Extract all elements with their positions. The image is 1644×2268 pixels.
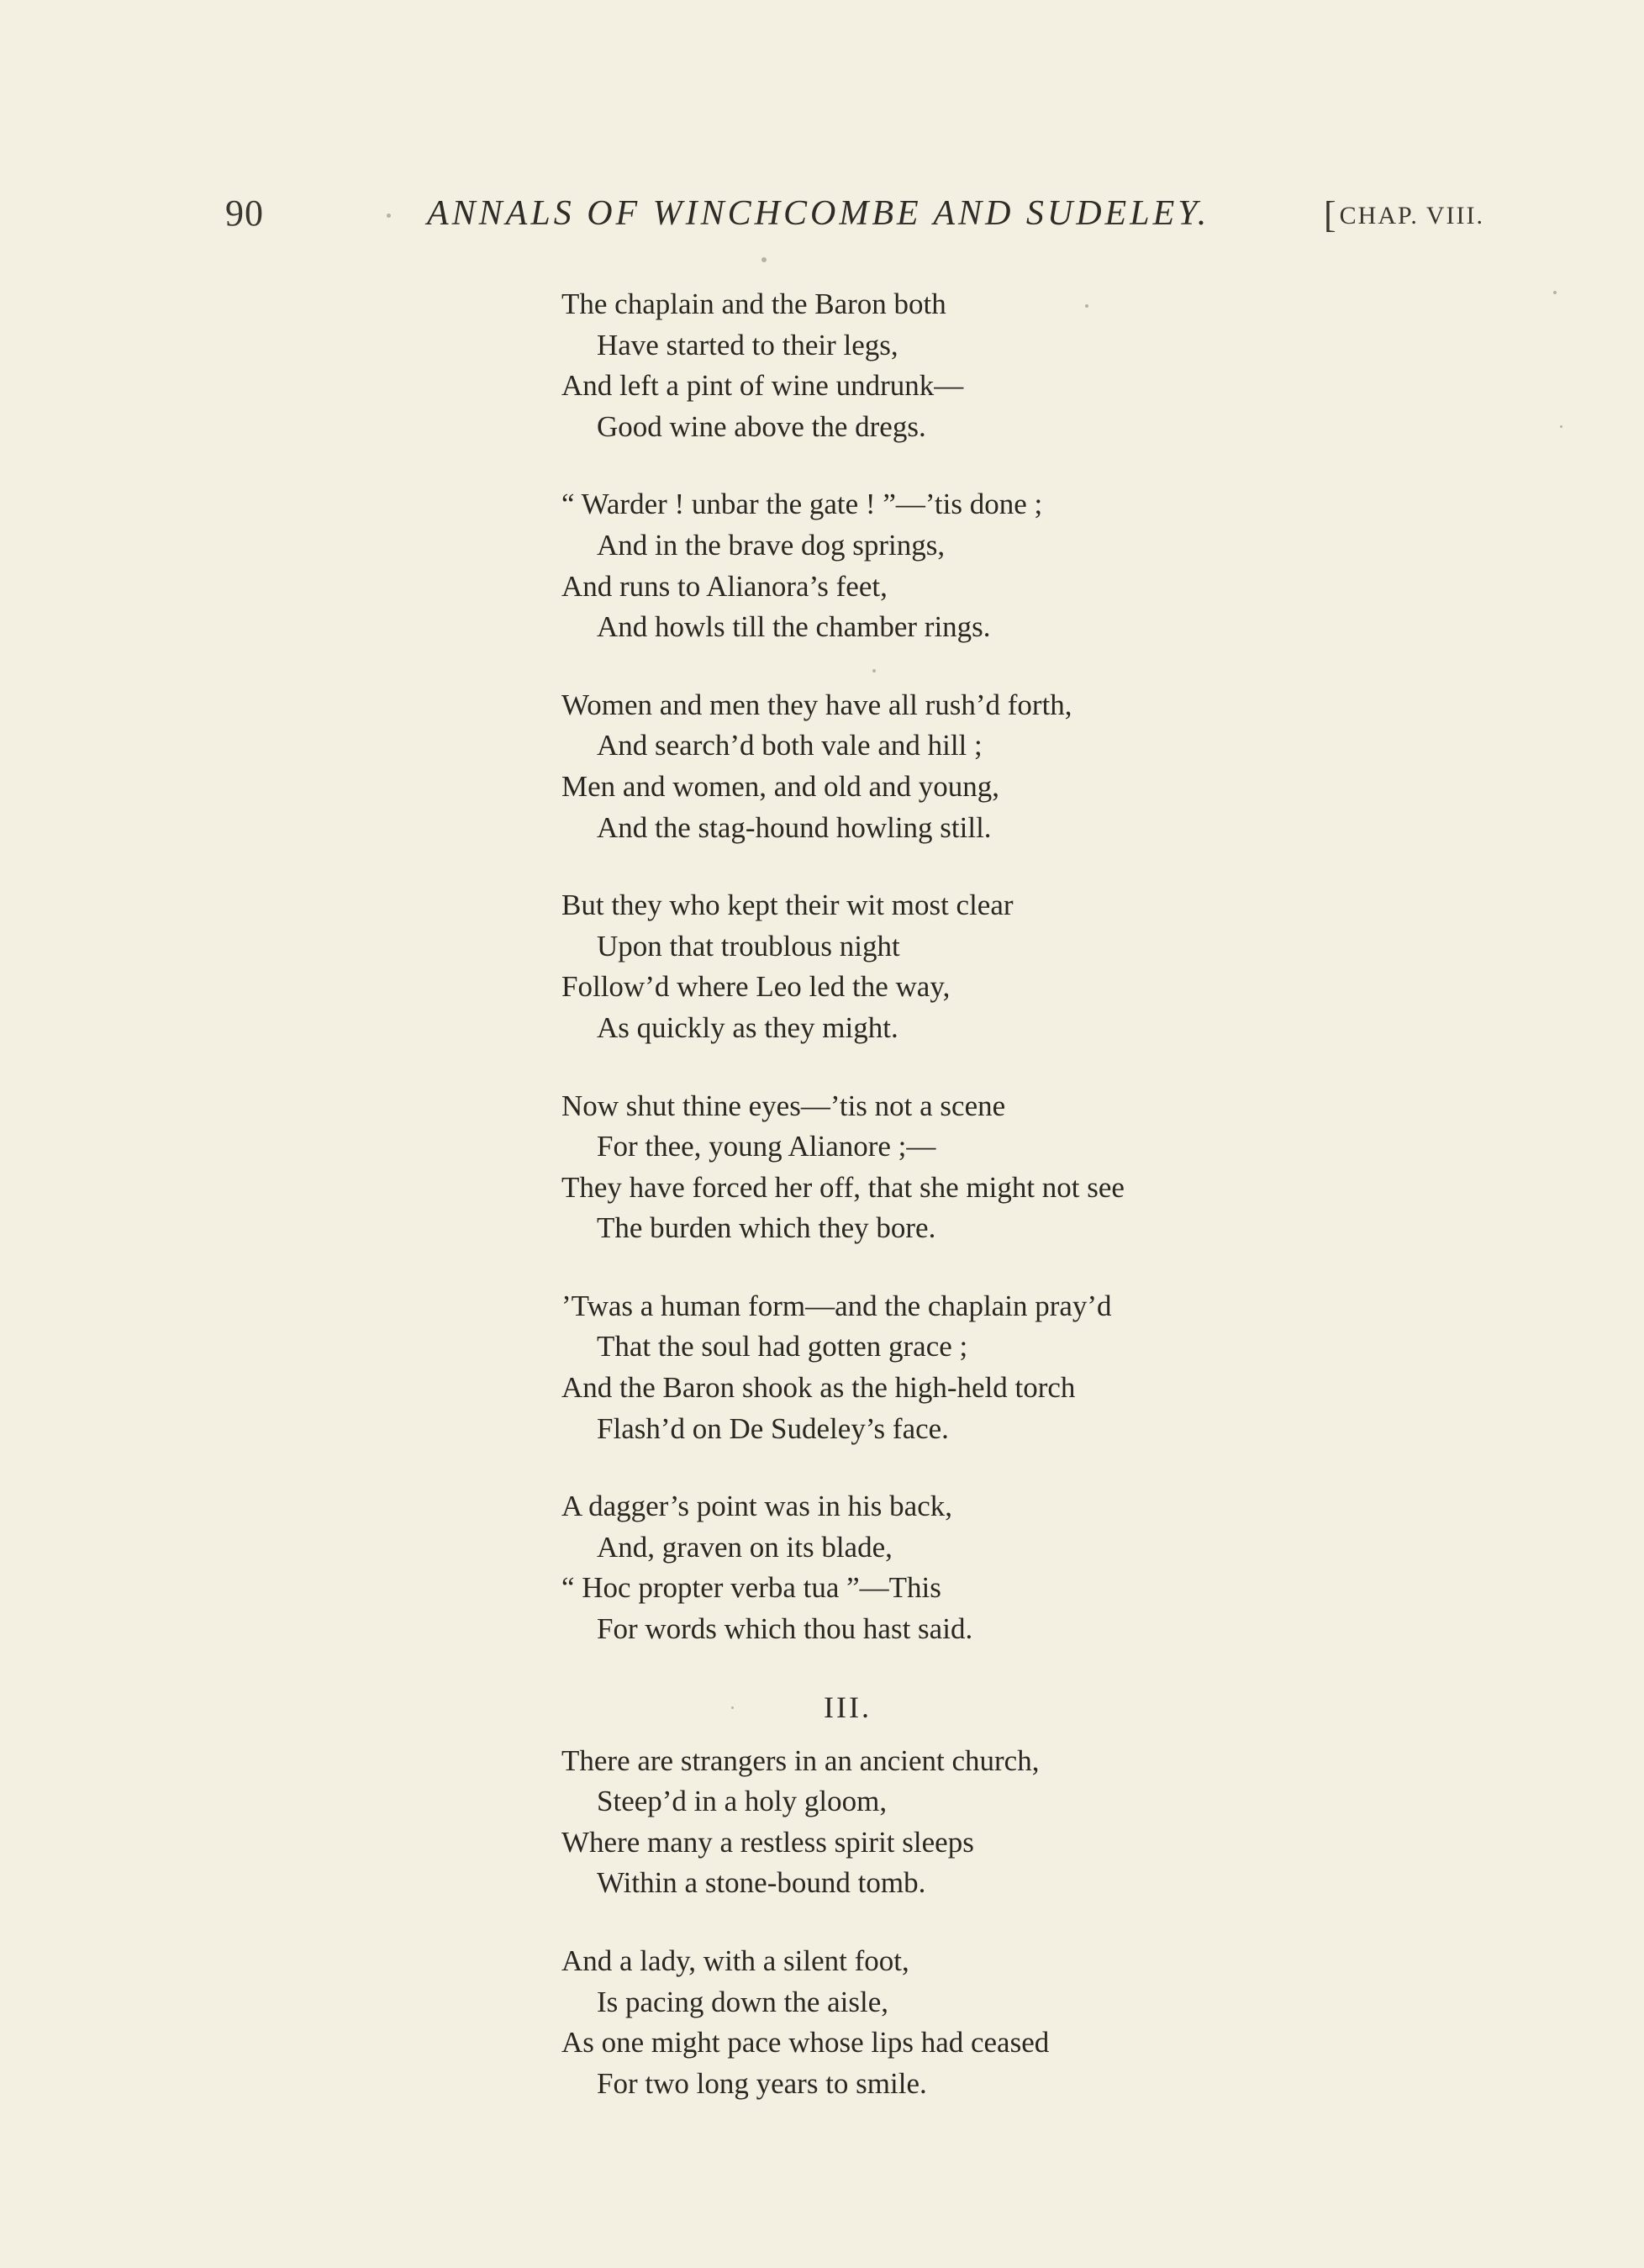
poem-line: And the stag-hound howling still.	[597, 810, 992, 844]
running-head	[0, 192, 1644, 242]
stanza	[561, 1086, 1570, 1249]
poem-line: Where many a restless spirit sleeps	[561, 1825, 974, 1859]
stanza	[561, 1486, 1570, 1649]
poem-line: Have started to their legs,	[597, 328, 898, 361]
stanza	[561, 484, 1570, 647]
running-title: ANNALS OF WINCHCOMBE AND SUDELEY.	[427, 194, 1210, 233]
chapter-label	[1324, 193, 1484, 236]
page-number: 90	[225, 193, 264, 234]
poem-line: They have forced her off, that she might not see	[561, 1170, 1125, 1204]
poem-line: The burden which they bore.	[597, 1211, 936, 1245]
paper-speck	[761, 257, 767, 262]
poem-line: Follow’d where Leo led the way,	[561, 970, 951, 1004]
poem-line: And left a pint of wine undrunk—	[561, 369, 964, 403]
section-heading: III.	[824, 1690, 872, 1724]
poem-line: As quickly as they might.	[597, 1010, 898, 1044]
poem-line: Is pacing down the aisle,	[597, 1985, 888, 2018]
poem-line: For words which thou hast said.	[597, 1612, 973, 1646]
poem-line: As one might pace whose lips had ceased	[561, 2026, 1050, 2060]
poem-line: ’Twas a human form—and the chaplain pray’d	[561, 1289, 1112, 1322]
poem-line: And runs to Alianora’s feet,	[561, 569, 888, 603]
chapter-text: CHAP. VIII.	[1339, 202, 1484, 229]
stanza	[561, 1941, 1570, 2104]
poem-line: Upon that troublous night	[597, 929, 900, 963]
poem-line: For two long years to smile.	[597, 2066, 927, 2100]
stanza	[561, 685, 1570, 848]
poem-line: And in the brave dog springs,	[597, 528, 946, 562]
paper-speck	[1560, 425, 1562, 428]
stanza	[561, 1286, 1570, 1449]
poem-line: Within a stone-bound tomb.	[597, 1866, 926, 1900]
poem-line: Men and women, and old and young,	[561, 769, 1000, 803]
poem-line: A dagger’s point was in his back,	[561, 1490, 952, 1523]
paper-speck	[872, 669, 876, 672]
poem-line: The chaplain and the Baron both	[561, 287, 946, 320]
poem-line: There are strangers in an ancient church,	[561, 1743, 1040, 1777]
poem-line: Steep’d in a holy gloom,	[597, 1785, 888, 1818]
poem-line: And howls till the chamber rings.	[597, 610, 991, 644]
poem-line: “ Warder ! unbar the gate ! ”—’tis done ;	[561, 488, 1043, 521]
poem-body	[561, 284, 1570, 2141]
poem-line: That the soul had gotten grace ;	[597, 1330, 968, 1363]
stanza	[561, 284, 1570, 447]
poem-line: But they who kept their wit most clear	[561, 889, 1014, 922]
poem-line: And the Baron shook as the high-held torch	[561, 1371, 1076, 1405]
poem-line: “ Hoc propter verba tua ”—This	[561, 1571, 941, 1605]
paper-speck	[387, 214, 391, 218]
chapter-bracket: [	[1324, 194, 1338, 235]
paper-speck	[1553, 291, 1557, 294]
poem-line: For thee, young Alianore ;—	[597, 1130, 936, 1163]
poem-line: And search’d both vale and hill ;	[597, 729, 983, 762]
paper-speck	[1085, 304, 1088, 308]
poem-line: Women and men they have all rush’d forth,	[561, 688, 1072, 721]
paper-speck	[731, 1706, 734, 1709]
poem-line: Now shut thine eyes—’tis not a scene	[561, 1089, 1006, 1122]
stanza	[561, 1741, 1570, 1904]
poem-line: And, graven on its blade,	[597, 1530, 893, 1564]
poem-line: Good wine above the dregs.	[597, 409, 926, 443]
stanza	[561, 885, 1570, 1048]
poem-line: And a lady, with a silent foot,	[561, 1944, 909, 1977]
poem-line: Flash’d on De Sudeley’s face.	[597, 1411, 949, 1445]
